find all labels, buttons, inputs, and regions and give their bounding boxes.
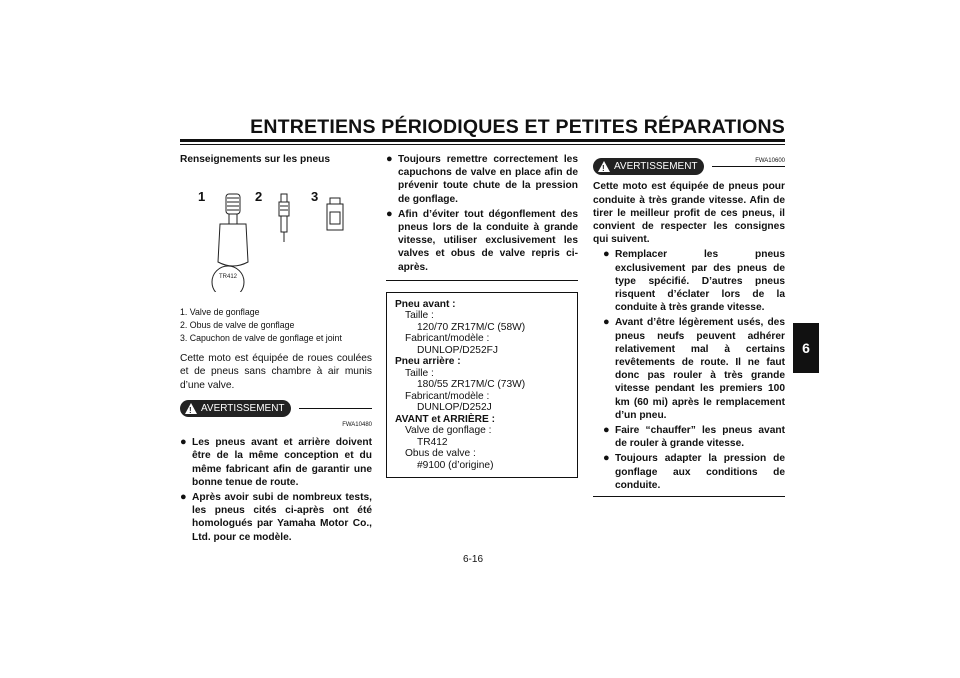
warning-icon: !	[598, 161, 610, 172]
bullet-text: Toujours remettre correctement les capuchons de valve en place afin de prévenir toute chute de la pression de gonflage.	[398, 154, 578, 205]
caption-2: 2. Obus de valve de gonflage	[180, 320, 295, 331]
warning-code: FWA10480	[342, 422, 372, 429]
spec-front-size: 120/70 ZR17M/C (58W)	[417, 321, 526, 333]
figure-captions	[180, 306, 372, 345]
left-column	[180, 153, 372, 546]
tyre-valve-icon	[218, 194, 248, 266]
warning-rule	[299, 408, 372, 409]
spec-valve-value: TR412	[417, 436, 448, 448]
valve-illustration	[180, 172, 372, 292]
spec-core-label: Obus de valve :	[405, 448, 476, 460]
bullet-icon: ●	[603, 316, 610, 329]
warning-badge	[180, 400, 291, 417]
spec-both-title: AVANT et ARRIÈRE :	[395, 413, 495, 425]
bullet-text: Après avoir subi de nombreux tests, les pneus cités ci-après ont été homologués par Yamaha Motor Co., Ltd. pour ce modèle.	[192, 492, 372, 543]
list-item	[603, 316, 785, 422]
warning-code: FWA10600	[755, 158, 785, 165]
spec-front-title: Pneu avant :	[395, 298, 456, 310]
tire-spec-box	[386, 292, 578, 479]
list-item	[603, 248, 785, 314]
caption-1: 1. Valve de gonflage	[180, 307, 260, 318]
bullet-icon: ●	[603, 424, 610, 437]
bullet-icon: ●	[386, 153, 393, 165]
spec-size-label: Taille :	[405, 310, 434, 322]
page-title: ENTRETIENS PÉRIODIQUES ET PETITES RÉPARATIONS	[250, 116, 785, 138]
warning-end-rule	[593, 496, 785, 497]
warning-label: AVERTISSEMENT	[201, 402, 285, 414]
warning-icon: !	[185, 403, 197, 414]
warning-badge	[593, 158, 704, 175]
spec-core-value: #9100 (d’origine)	[417, 459, 494, 471]
warning-paragraph: Cette moto est équipée de pneus pour conduite à très grande vitesse. Afin de tirer le meilleur profit de ces pneus, il convient de respecter les consignes qui suivent.	[593, 181, 785, 246]
figure-label-3: 3	[311, 189, 319, 205]
spec-rear-size: 180/55 ZR17M/C (73W)	[417, 379, 526, 391]
spec-maker-label: Fabricant/modèle :	[405, 390, 490, 402]
right-column	[593, 158, 785, 497]
header-rule-thin	[180, 144, 785, 145]
figure-label-2: 2	[255, 189, 263, 205]
bullet-icon: ●	[603, 452, 610, 465]
list-item	[180, 436, 372, 489]
bullet-icon: ●	[386, 207, 393, 220]
bullet-text: Afin d’éviter tout dégonflement des pneus lors de la conduite à grande vitesse, utiliser exclusivement les valves et obus de valve repris ci-après.	[398, 208, 578, 273]
warning-label: AVERTISSEMENT	[614, 161, 698, 172]
chapter-tab: 6	[793, 323, 819, 373]
figure-label-1: 1	[198, 189, 206, 205]
intro-paragraph: Cette moto est équipée de roues coulées et de pneus sans chambre à air munis d’une valve.	[180, 353, 372, 391]
bullet-text: Les pneus avant et arrière doivent être de la même conception et du même fabricant afin de garantir une bonne tenue de route.	[192, 437, 372, 488]
spec-size-label: Taille :	[405, 367, 434, 379]
bullet-icon: ●	[180, 491, 187, 504]
page-number: 6-16	[463, 554, 484, 565]
bullet-text: Remplacer les pneus exclusivement par des pneus de type spécifié. D’autres pneus risquent d’éclater lors de la conduite à très grande vitesse.	[615, 249, 785, 314]
warning-end-rule	[386, 280, 578, 281]
spec-rear-maker: DUNLOP/D252J	[417, 402, 492, 414]
spec-valve-label: Valve de gonflage :	[405, 425, 492, 437]
bullet-icon: ●	[180, 436, 187, 449]
bullet-text: Avant d’être légèrement usés, des pneus neufs peuvent adhérer relativement mal à certains revêtements de route. Il ne faut donc pas rouler à très grande vitesse pendant les premiers 100 km (60 mi) après le remplacement d’un pneu.	[615, 317, 785, 421]
bullet-text: Faire “chauffer” les pneus avant de rouler à grande vitesse.	[615, 425, 785, 450]
section-title: Renseignements sur les pneus	[180, 154, 331, 165]
warning-list	[593, 248, 785, 492]
valve-marking: TR412	[218, 274, 238, 281]
list-item	[603, 424, 785, 450]
spec-maker-label: Fabricant/modèle :	[405, 333, 490, 345]
header-rule	[180, 139, 785, 142]
spec-front-maker: DUNLOP/D252FJ	[417, 344, 498, 356]
list-item	[386, 208, 578, 274]
valve-figure	[180, 172, 372, 292]
list-item	[180, 491, 372, 544]
bullet-icon: ●	[603, 248, 610, 261]
warning-header	[180, 400, 372, 417]
list-item	[603, 452, 785, 492]
valve-core-icon	[279, 194, 289, 242]
bullet-text: Toujours adapter la pression de gonflage aux conditions de conduite.	[615, 453, 785, 491]
spec-rear-title: Pneu arrière :	[395, 356, 461, 368]
caption-3: 3. Capuchon de valve de gonflage et joint	[180, 333, 342, 344]
valve-cap-icon	[327, 198, 343, 230]
list-item	[386, 153, 578, 206]
middle-column	[386, 153, 578, 478]
